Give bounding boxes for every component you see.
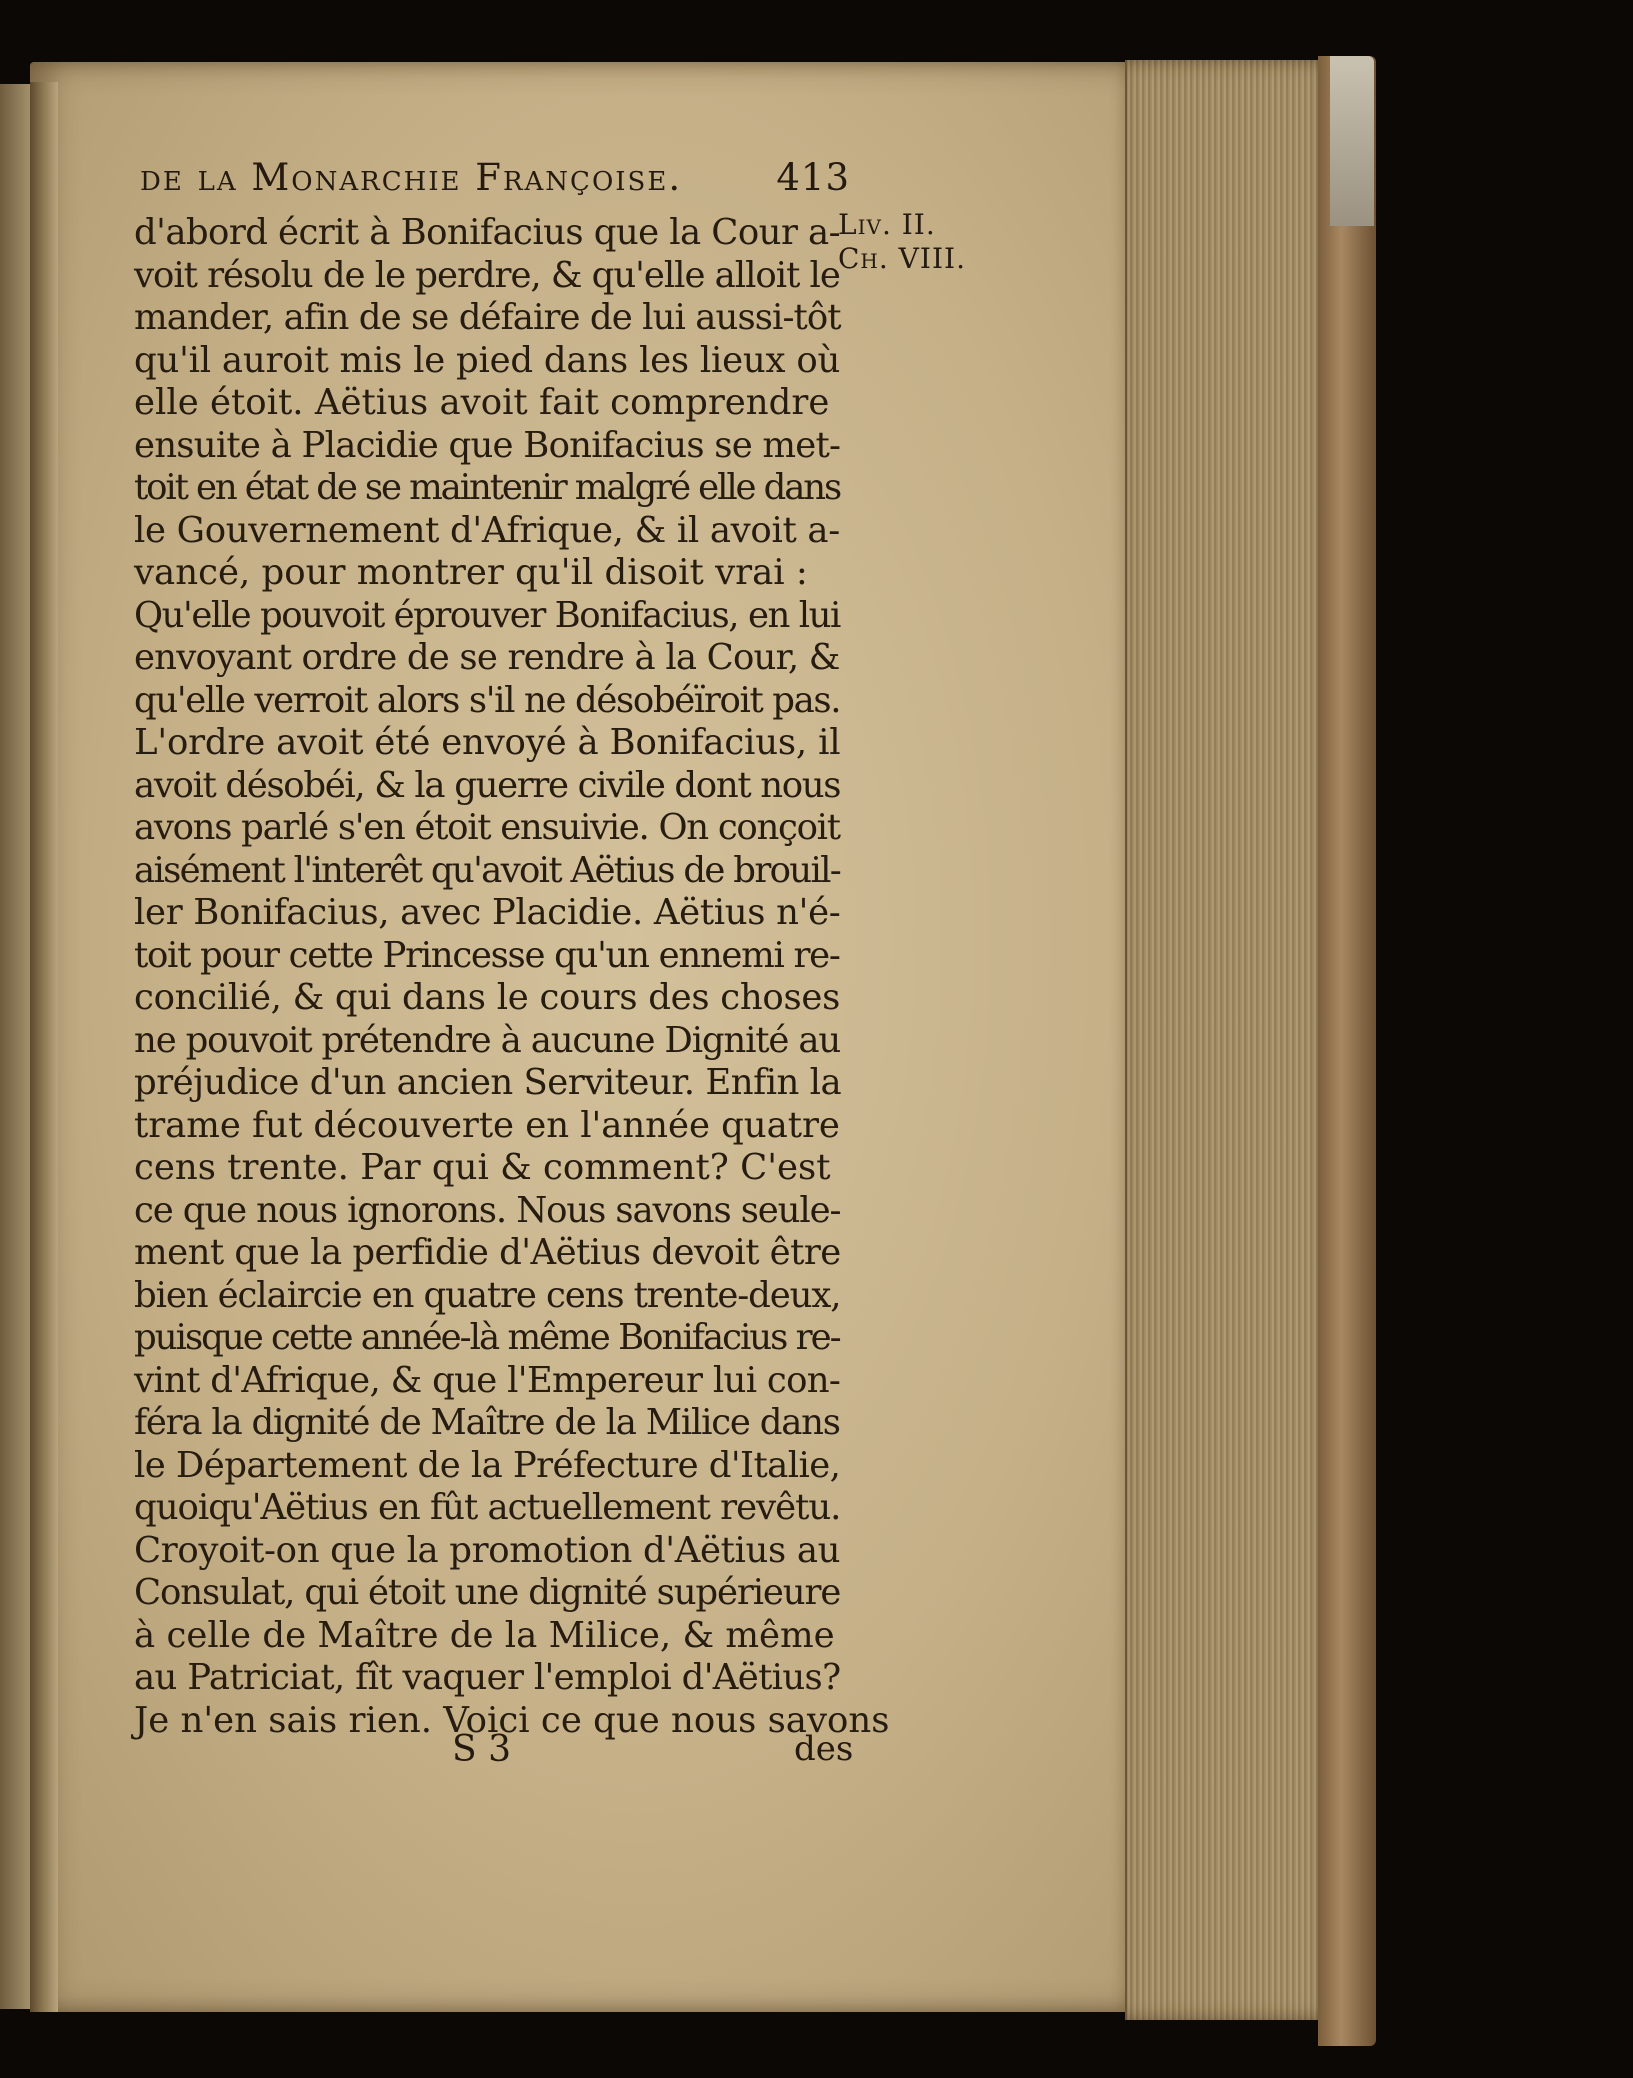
text-line: avons parlé s'en étoit ensuivie. On conçoit — [134, 807, 840, 848]
page-header — [140, 156, 850, 199]
signature-mark: S 3 — [452, 1729, 512, 1770]
text-line: le Gouvernement d'Afrique, & il avoit a- — [134, 509, 840, 551]
text-line: toit en état de se maintenir malgré elle dans — [134, 467, 841, 508]
text-line: Je n'en sais rien. Voici ce que nous savons — [134, 1699, 890, 1741]
text-line: elle étoit. Aëtius avoit fait comprendre — [134, 382, 830, 423]
text-line: quoiqu'Aëtius en fût actuellement revêtu. — [134, 1487, 841, 1528]
text-line: L'ordre avoit été envoyé à Bonifacius, il — [134, 722, 841, 763]
text-line: concilié, & qui dans le cours des choses — [134, 977, 841, 1018]
margin-note-chapter: Ch. VIII. — [838, 242, 966, 275]
body-text — [134, 212, 890, 1742]
text-line: trame fut découverte en l'année quatre — [134, 1104, 840, 1146]
text-line: ment que la perfidie d'Aëtius devoit être — [134, 1232, 841, 1273]
text-line: vancé, pour montrer qu'il disoit vrai : — [134, 552, 808, 593]
text-line: au Patriciat, fît vaquer l'emploi d'Aëtius? — [134, 1657, 841, 1698]
text-line: avoit désobéi, & la guerre civile dont nous — [134, 764, 841, 806]
left-page-edge — [0, 84, 31, 2009]
text-line: d'abord écrit à Bonifacius que la Cour a- — [134, 212, 841, 253]
text-line: toit pour cette Princesse qu'un ennemi re- — [134, 934, 840, 976]
text-line: vint d'Afrique, & que l'Empereur lui con- — [134, 1359, 841, 1401]
cover-wear — [1330, 56, 1374, 226]
text-line: envoyant ordre de se rendre à la Cour, & — [134, 637, 840, 678]
text-line: ensuite à Placidie que Bonifacius se met- — [134, 424, 841, 466]
text-line: Qu'elle pouvoit éprouver Bonifacius, en lui — [134, 594, 840, 636]
text-line: ne pouvoit prétendre à aucune Dignité au — [134, 1019, 841, 1061]
text-line: préjudice d'un ancien Serviteur. Enfin la — [134, 1062, 842, 1103]
text-line: mander, afin de se défaire de lui aussi-tôt — [134, 297, 841, 338]
text-line: le Département de la Préfecture d'Italie, — [134, 1444, 841, 1486]
book-gutter — [30, 82, 58, 2012]
text-line: féra la dignité de Maître de la Milice dans — [134, 1402, 840, 1443]
text-line: aisément l'interêt qu'avoit Aëtius de brouil- — [134, 849, 841, 891]
page-fore-edge — [1125, 60, 1337, 2020]
margin-note — [838, 208, 966, 276]
catchword: des — [794, 1729, 854, 1769]
text-line: cens trente. Par qui & comment? C'est — [134, 1147, 831, 1188]
text-line: bien éclaircie en quatre cens trente-deux, — [134, 1274, 841, 1316]
book-cover-edge — [1318, 56, 1376, 2046]
running-title: de la Monarchie Françoise. — [140, 156, 683, 199]
text-line: qu'elle verroit alors s'il ne désobéïroit pas. — [134, 679, 841, 721]
margin-note-book: Liv. II. — [838, 208, 936, 241]
text-line: à celle de Maître de la Milice, & même — [134, 1614, 835, 1656]
text-line: voit résolu de le perdre, & qu'elle alloit le — [134, 254, 840, 296]
text-line: Croyoit-on que la promotion d'Aëtius au — [134, 1529, 841, 1571]
text-line: ce que nous ignorons. Nous savons seule- — [134, 1189, 841, 1231]
text-line: puisque cette année-là même Bonifacius re- — [134, 1317, 840, 1358]
text-line: ler Bonifacius, avec Placidie. Aëtius n'é- — [134, 892, 841, 933]
page-number: 413 — [776, 156, 850, 199]
text-line: qu'il auroit mis le pied dans les lieux où — [134, 339, 841, 381]
text-line: Consulat, qui étoit une dignité supérieure — [134, 1572, 841, 1613]
